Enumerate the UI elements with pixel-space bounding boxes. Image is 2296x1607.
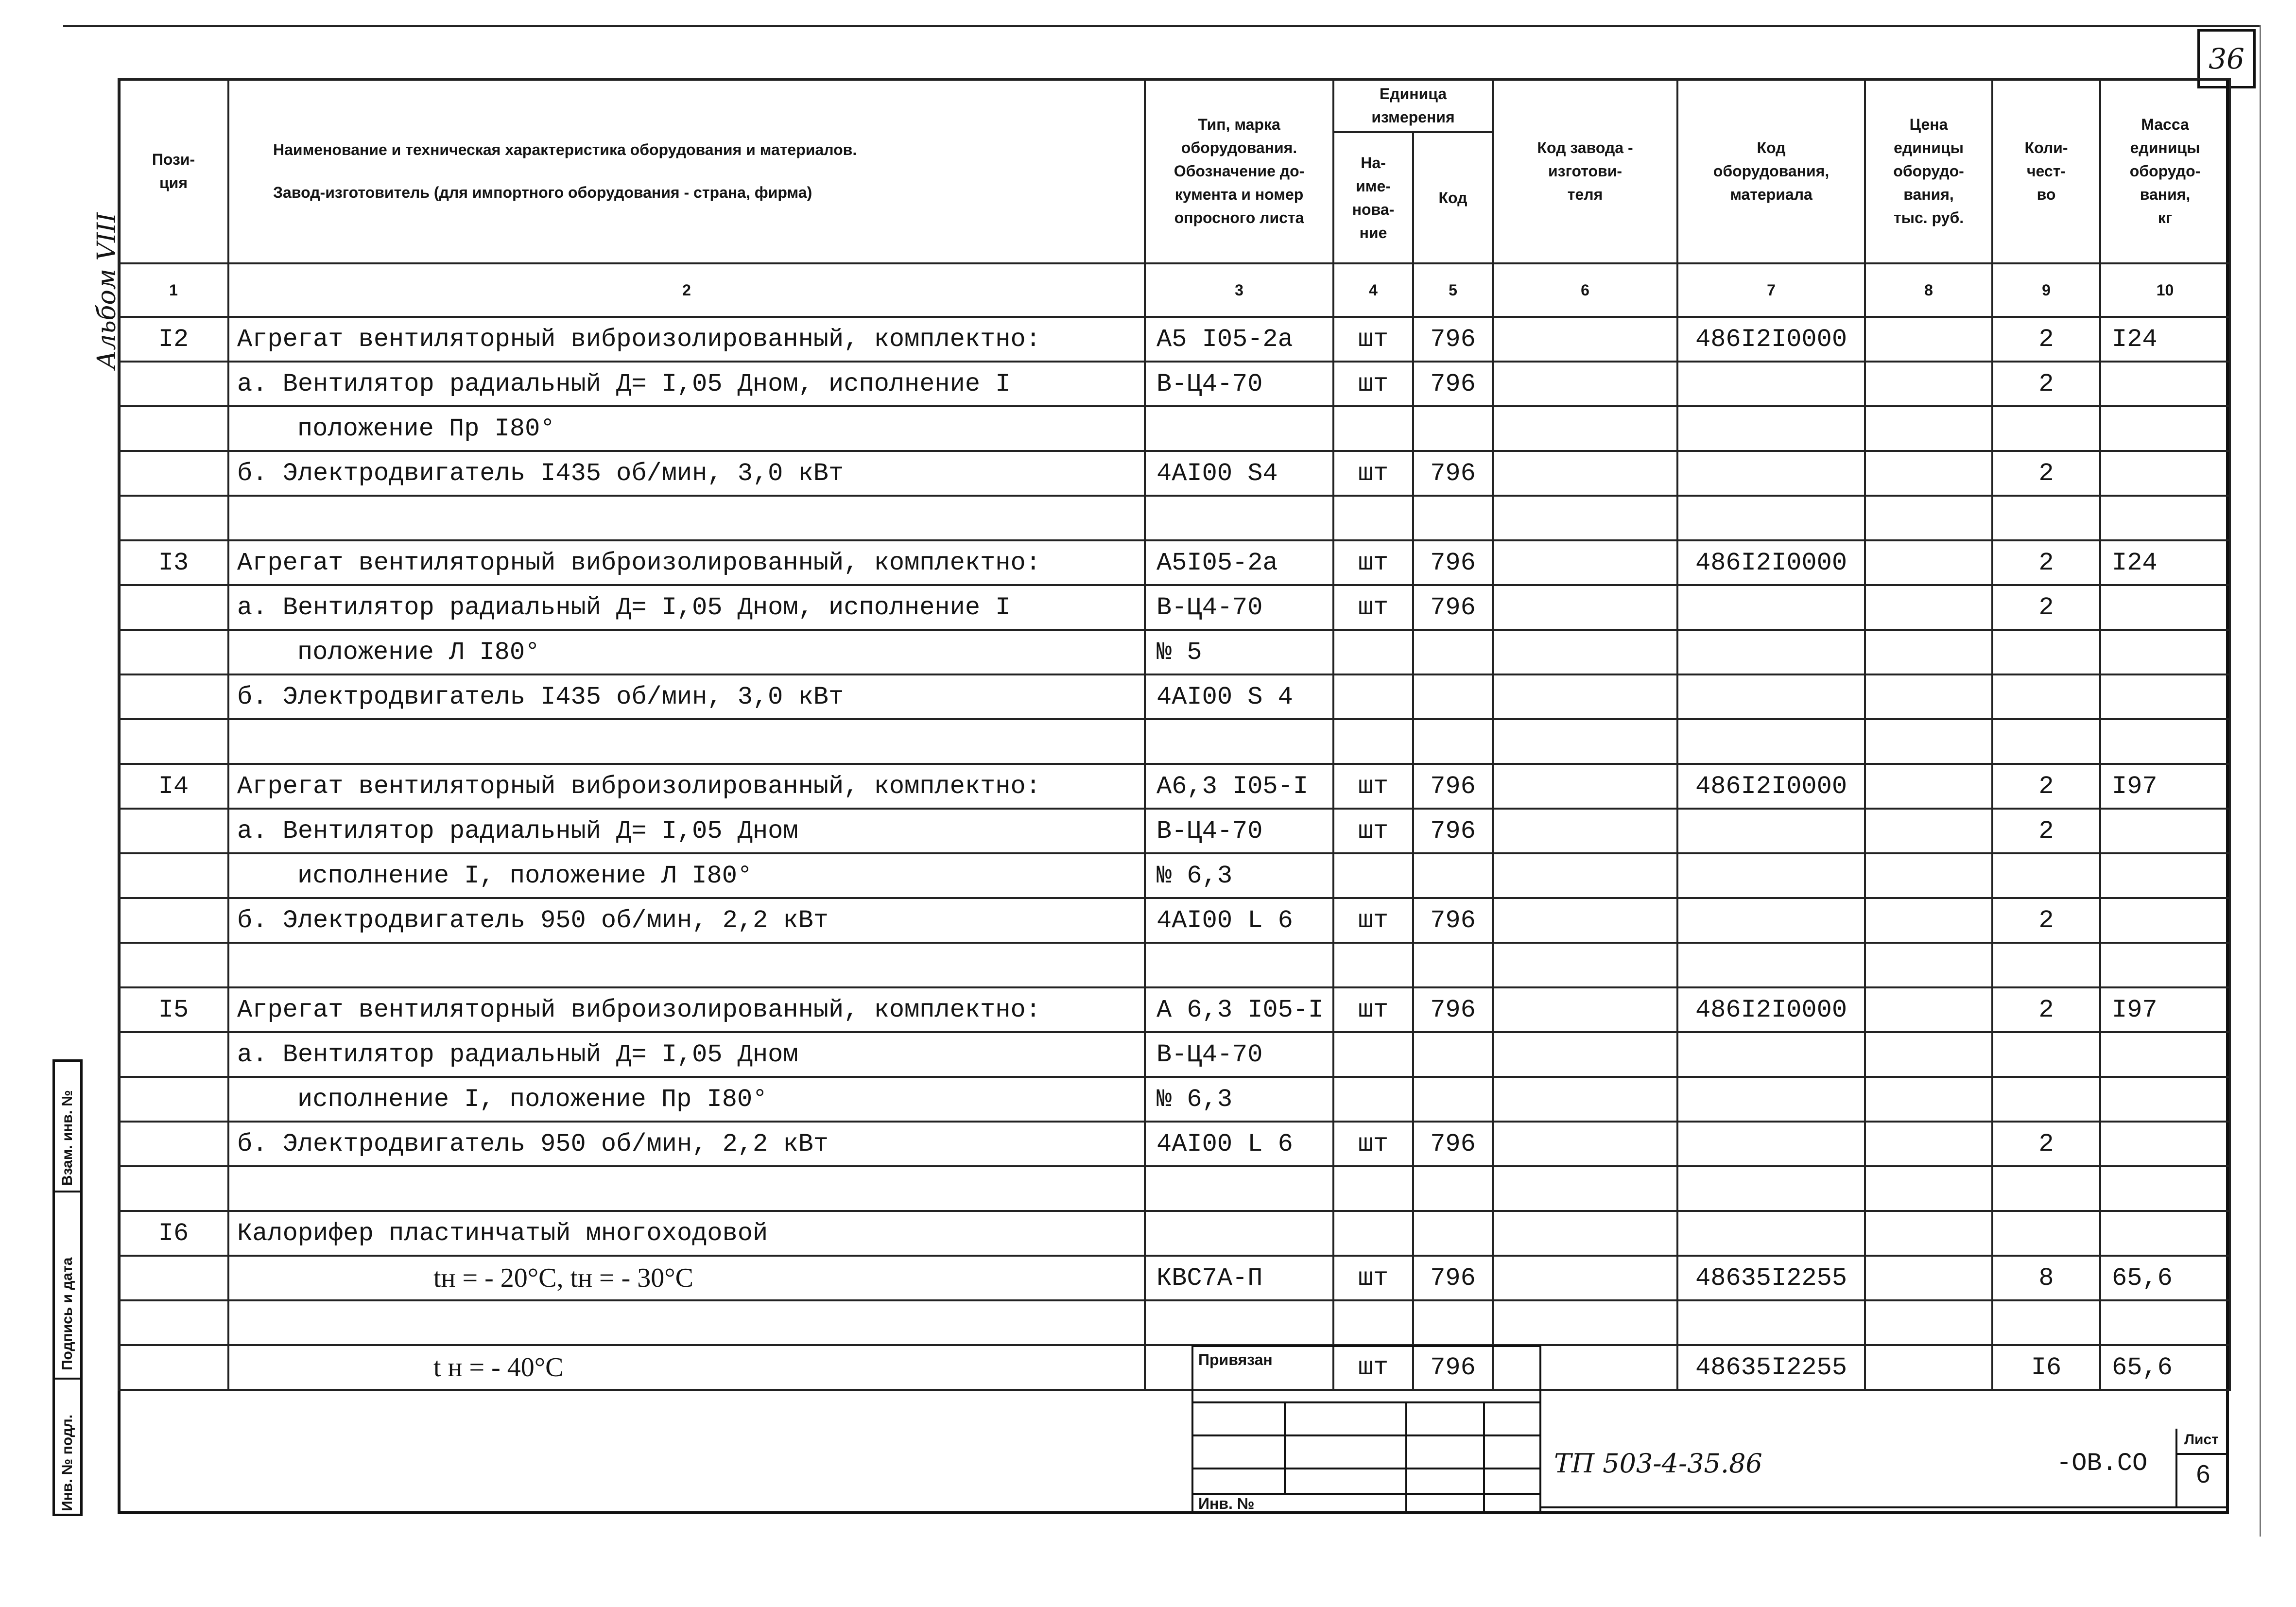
bound-label: Привязан <box>1198 1351 1273 1368</box>
cell-unit-name <box>1333 630 1413 674</box>
doc-code: -ОВ.СО <box>2056 1449 2148 1478</box>
cell-unit-name <box>1333 496 1413 540</box>
cell-type <box>1145 719 1333 764</box>
header-unit-group: Единица измерения <box>1333 79 1493 132</box>
cell-unit-code: 796 <box>1413 987 1493 1032</box>
cell-type: А5 I05-2а <box>1145 317 1333 362</box>
cell-mass: I97 <box>2100 987 2230 1032</box>
cell-factory-code <box>1493 362 1677 406</box>
table-row <box>119 1077 2230 1122</box>
cell-type: В-Ц4-70 <box>1145 362 1333 406</box>
cell-position <box>119 1077 228 1122</box>
cell-unit-name: шт <box>1333 1122 1413 1166</box>
header-position: Пози- ция <box>119 79 228 263</box>
cell-unit-code <box>1413 943 1493 987</box>
cell-equipment-code <box>1677 1077 1865 1122</box>
cell-name: исполнение I, положение Л I80° <box>228 853 1145 898</box>
table-row <box>119 1256 2230 1300</box>
cell-mass <box>2100 630 2230 674</box>
cell-unit-name <box>1333 1077 1413 1122</box>
cell-equipment-code: 486I2I0000 <box>1677 987 1865 1032</box>
cell-quantity <box>1992 1211 2100 1256</box>
cell-factory-code <box>1493 1300 1677 1345</box>
cell-equipment-code: 48635I2255 <box>1677 1345 1865 1390</box>
cell-quantity: 2 <box>1992 362 2100 406</box>
cell-name: б. Электродвигатель I435 об/мин, 3,0 кВт <box>228 674 1145 719</box>
cell-mass <box>2100 1077 2230 1122</box>
cell-price <box>1865 1077 1992 1122</box>
cell-position <box>119 674 228 719</box>
cell-unit-code <box>1413 674 1493 719</box>
cell-type <box>1145 1211 1333 1256</box>
cell-factory-code <box>1493 585 1677 630</box>
header-price: Цена единицы оборудо- вания, тыс. руб. <box>1865 79 1992 263</box>
cell-type: А6,3 I05-I <box>1145 764 1333 809</box>
cell-equipment-code: 486I2I0000 <box>1677 764 1865 809</box>
cell-unit-name: шт <box>1333 451 1413 496</box>
cell-mass <box>2100 1300 2230 1345</box>
cell-price <box>1865 585 1992 630</box>
cell-quantity: 8 <box>1992 1256 2100 1300</box>
cell-unit-code: 796 <box>1413 898 1493 943</box>
header-type: Тип, марка оборудования. Обозначение до- кумента и номер опросного листа <box>1145 79 1333 263</box>
cell-mass <box>2100 1211 2230 1256</box>
sheet-number: 6 <box>2196 1460 2210 1488</box>
cell-factory-code <box>1493 317 1677 362</box>
table-row <box>119 1300 2230 1345</box>
replace-inv-label: Взам. инв. № <box>59 1090 75 1186</box>
cell-unit-code <box>1413 1032 1493 1077</box>
cell-equipment-code <box>1677 898 1865 943</box>
cell-mass <box>2100 853 2230 898</box>
cell-price <box>1865 630 1992 674</box>
cell-unit-name: шт <box>1333 317 1413 362</box>
table-row <box>119 853 2230 898</box>
cell-position: I6 <box>119 1211 228 1256</box>
cell-factory-code <box>1493 1032 1677 1077</box>
cell-unit-code <box>1413 1211 1493 1256</box>
cell-mass <box>2100 406 2230 451</box>
cell-position <box>119 1166 228 1211</box>
cell-position <box>119 451 228 496</box>
cell-price <box>1865 1256 1992 1300</box>
cell-position <box>119 406 228 451</box>
cell-position <box>119 853 228 898</box>
cell-name: Калорифер пластинчатый многоходовой <box>228 1211 1145 1256</box>
sheet-label: Лист <box>2184 1432 2219 1448</box>
cell-factory-code <box>1493 540 1677 585</box>
table-row <box>119 540 2230 585</box>
cell-position <box>119 719 228 764</box>
cell-factory-code <box>1493 496 1677 540</box>
specification-table <box>118 78 2231 1391</box>
cell-equipment-code <box>1677 674 1865 719</box>
cell-unit-name <box>1333 1032 1413 1077</box>
cell-quantity: 2 <box>1992 1122 2100 1166</box>
cell-equipment-code <box>1677 585 1865 630</box>
cell-unit-name <box>1333 406 1413 451</box>
cell-price <box>1865 1166 1992 1211</box>
cell-equipment-code <box>1677 1032 1865 1077</box>
cell-price <box>1865 1300 1992 1345</box>
cell-position: I4 <box>119 764 228 809</box>
cell-position: I2 <box>119 317 228 362</box>
cell-unit-code: 796 <box>1413 362 1493 406</box>
cell-unit-name <box>1333 719 1413 764</box>
cell-equipment-code <box>1677 1211 1865 1256</box>
cell-equipment-code <box>1677 719 1865 764</box>
cell-unit-code: 796 <box>1413 451 1493 496</box>
cell-name <box>228 943 1145 987</box>
cell-factory-code <box>1493 719 1677 764</box>
cell-position: I3 <box>119 540 228 585</box>
cell-position <box>119 1345 228 1390</box>
cell-equipment-code: 486I2I0000 <box>1677 540 1865 585</box>
cell-mass <box>2100 496 2230 540</box>
column-numbers-row: 1 2 3 4 5 6 7 8 9 10 <box>119 263 2230 317</box>
header-equipment-code: Код оборудования, материала <box>1677 79 1865 263</box>
cell-position <box>119 496 228 540</box>
cell-name <box>228 496 1145 540</box>
cell-unit-name: шт <box>1333 1345 1413 1390</box>
cell-type: № 6,3 <box>1145 1077 1333 1122</box>
table-row <box>119 1032 2230 1077</box>
table-row <box>119 809 2230 853</box>
cell-equipment-code <box>1677 496 1865 540</box>
cell-factory-code <box>1493 987 1677 1032</box>
sheet-box <box>2175 1429 2229 1506</box>
cell-name: tн = - 20°С, tн = - 30°С <box>228 1256 1145 1300</box>
cell-mass <box>2100 1122 2230 1166</box>
cell-mass: I24 <box>2100 540 2230 585</box>
cell-quantity: 2 <box>1992 809 2100 853</box>
cell-factory-code <box>1493 1256 1677 1300</box>
table-row <box>119 1166 2230 1211</box>
cell-type: КВС7А-П <box>1145 1256 1333 1300</box>
cell-unit-name <box>1333 1166 1413 1211</box>
cell-equipment-code <box>1677 630 1865 674</box>
cell-mass <box>2100 1166 2230 1211</box>
cell-factory-code <box>1493 630 1677 674</box>
cell-unit-name <box>1333 1300 1413 1345</box>
cell-factory-code <box>1493 1077 1677 1122</box>
page-number: 36 <box>2197 29 2256 88</box>
cell-name: положение Л I80° <box>228 630 1145 674</box>
table-row <box>119 1122 2230 1166</box>
cell-unit-name: шт <box>1333 898 1413 943</box>
cell-factory-code <box>1493 1166 1677 1211</box>
cell-factory-code <box>1493 943 1677 987</box>
cell-mass <box>2100 943 2230 987</box>
cell-type: В-Ц4-70 <box>1145 809 1333 853</box>
cell-name: а. Вентилятор радиальный Д= I,05 Дном, исполнение I <box>228 585 1145 630</box>
cell-unit-name: шт <box>1333 764 1413 809</box>
cell-price <box>1865 496 1992 540</box>
binding-stamp <box>1191 1345 1541 1514</box>
cell-quantity <box>1992 674 2100 719</box>
cell-quantity: 2 <box>1992 451 2100 496</box>
cell-factory-code <box>1493 406 1677 451</box>
cell-unit-code <box>1413 719 1493 764</box>
cell-quantity: 2 <box>1992 317 2100 362</box>
cell-equipment-code <box>1677 406 1865 451</box>
cell-type <box>1145 496 1333 540</box>
cell-type <box>1145 406 1333 451</box>
table-row <box>119 1211 2230 1256</box>
table-row <box>119 362 2230 406</box>
cell-price <box>1865 719 1992 764</box>
cell-position <box>119 1256 228 1300</box>
cell-type: А5I05-2а <box>1145 540 1333 585</box>
table-row <box>119 496 2230 540</box>
cell-name: б. Электродвигатель I435 об/мин, 3,0 кВт <box>228 451 1145 496</box>
cell-equipment-code <box>1677 1166 1865 1211</box>
cell-quantity: 2 <box>1992 540 2100 585</box>
cell-price <box>1865 540 1992 585</box>
cell-unit-name: шт <box>1333 585 1413 630</box>
table-row <box>119 719 2230 764</box>
cell-mass <box>2100 719 2230 764</box>
cell-equipment-code: 486I2I0000 <box>1677 317 1865 362</box>
cell-quantity <box>1992 406 2100 451</box>
cell-name: б. Электродвигатель 950 об/мин, 2,2 кВт <box>228 898 1145 943</box>
cell-quantity <box>1992 853 2100 898</box>
cell-unit-name <box>1333 674 1413 719</box>
cell-equipment-code <box>1677 362 1865 406</box>
cell-name <box>228 1300 1145 1345</box>
cell-mass: 65,6 <box>2100 1256 2230 1300</box>
cell-name: а. Вентилятор радиальный Д= I,05 Дном, исполнение I <box>228 362 1145 406</box>
cell-equipment-code: 48635I2255 <box>1677 1256 1865 1300</box>
cell-type: 4АI00 L 6 <box>1145 898 1333 943</box>
cell-position <box>119 1300 228 1345</box>
cell-unit-code <box>1413 1300 1493 1345</box>
cell-unit-name <box>1333 853 1413 898</box>
cell-name: Агрегат вентиляторный виброизолированный, комплектно: <box>228 987 1145 1032</box>
cell-position <box>119 1122 228 1166</box>
cell-price <box>1865 674 1992 719</box>
cell-mass <box>2100 451 2230 496</box>
cell-equipment-code <box>1677 1300 1865 1345</box>
table-row <box>119 898 2230 943</box>
cell-equipment-code <box>1677 1122 1865 1166</box>
cell-type: № 6,3 <box>1145 853 1333 898</box>
table-row <box>119 630 2230 674</box>
cell-unit-code: 796 <box>1413 809 1493 853</box>
cell-name: t н = - 40°С <box>228 1345 1145 1390</box>
cell-type: А 6,3 I05-I <box>1145 987 1333 1032</box>
cell-price <box>1865 898 1992 943</box>
cell-name: а. Вентилятор радиальный Д= I,05 Дном <box>228 1032 1145 1077</box>
doc-number: ТП 503-4-35.86 <box>1554 1448 1762 1479</box>
cell-quantity: I6 <box>1992 1345 2100 1390</box>
cell-equipment-code <box>1677 809 1865 853</box>
cell-type <box>1145 943 1333 987</box>
cell-factory-code <box>1493 1211 1677 1256</box>
cell-mass <box>2100 898 2230 943</box>
cell-unit-code: 796 <box>1413 1122 1493 1166</box>
cell-unit-code: 796 <box>1413 1256 1493 1300</box>
cell-equipment-code <box>1677 853 1865 898</box>
table-row <box>119 764 2230 809</box>
cell-price <box>1865 809 1992 853</box>
sign-date-label: Подпись и дата <box>59 1257 75 1370</box>
cell-name: положение Пр I80° <box>228 406 1145 451</box>
header-unit-name: На- име- нова- ние <box>1333 132 1413 263</box>
cell-unit-code: 796 <box>1413 1345 1493 1390</box>
cell-type: 4АI00 S 4 <box>1145 674 1333 719</box>
cell-unit-code: 796 <box>1413 585 1493 630</box>
cell-name: б. Электродвигатель 950 об/мин, 2,2 кВт <box>228 1122 1145 1166</box>
cell-unit-code: 796 <box>1413 764 1493 809</box>
cell-type: В-Ц4-70 <box>1145 1032 1333 1077</box>
cell-factory-code <box>1493 1122 1677 1166</box>
cell-equipment-code <box>1677 943 1865 987</box>
cell-mass <box>2100 585 2230 630</box>
cell-unit-code <box>1413 496 1493 540</box>
cell-mass: 65,6 <box>2100 1345 2230 1390</box>
cell-quantity: 2 <box>1992 987 2100 1032</box>
table-row <box>119 1345 2230 1390</box>
cell-unit-name: шт <box>1333 540 1413 585</box>
cell-unit-name: шт <box>1333 362 1413 406</box>
table-row <box>119 585 2230 630</box>
cell-unit-code <box>1413 1166 1493 1211</box>
cell-mass <box>2100 1032 2230 1077</box>
cell-unit-code <box>1413 853 1493 898</box>
cell-mass <box>2100 674 2230 719</box>
table-row <box>119 317 2230 362</box>
cell-unit-code: 796 <box>1413 317 1493 362</box>
cell-price <box>1865 362 1992 406</box>
cell-price <box>1865 406 1992 451</box>
cell-name: а. Вентилятор радиальный Д= I,05 Дном <box>228 809 1145 853</box>
cell-type: № 5 <box>1145 630 1333 674</box>
top-border-line <box>63 25 2260 27</box>
cell-price <box>1865 1122 1992 1166</box>
cell-mass <box>2100 362 2230 406</box>
cell-price <box>1865 451 1992 496</box>
cell-mass <box>2100 809 2230 853</box>
right-border-line <box>2260 25 2261 1537</box>
cell-position <box>119 898 228 943</box>
cell-unit-name <box>1333 1211 1413 1256</box>
cell-price <box>1865 764 1992 809</box>
header-quantity: Коли- чест- во <box>1992 79 2100 263</box>
cell-type <box>1145 1300 1333 1345</box>
header-factory-code: Код завода - изготови- теля <box>1493 79 1677 263</box>
cell-price <box>1865 943 1992 987</box>
cell-quantity: 2 <box>1992 764 2100 809</box>
cell-quantity <box>1992 630 2100 674</box>
cell-price <box>1865 1345 1992 1390</box>
cell-position <box>119 362 228 406</box>
cell-quantity <box>1992 943 2100 987</box>
cell-unit-name: шт <box>1333 1256 1413 1300</box>
cell-unit-code <box>1413 1077 1493 1122</box>
cell-factory-code <box>1493 853 1677 898</box>
cell-factory-code <box>1493 764 1677 809</box>
cell-name <box>228 1166 1145 1211</box>
cell-factory-code <box>1493 898 1677 943</box>
cell-price <box>1865 317 1992 362</box>
cell-price <box>1865 987 1992 1032</box>
cell-quantity: 2 <box>1992 585 2100 630</box>
cell-position <box>119 943 228 987</box>
cell-quantity <box>1992 1077 2100 1122</box>
cell-factory-code <box>1493 809 1677 853</box>
cell-position <box>119 809 228 853</box>
cell-name: Агрегат вентиляторный виброизолированный, комплектно: <box>228 317 1145 362</box>
cell-position <box>119 1032 228 1077</box>
cell-type: В-Ц4-70 <box>1145 585 1333 630</box>
cell-unit-code <box>1413 406 1493 451</box>
cell-quantity <box>1992 1300 2100 1345</box>
cell-quantity <box>1992 1166 2100 1211</box>
header-mass: Масса единицы оборудо- вания, кг <box>2100 79 2230 263</box>
cell-price <box>1865 853 1992 898</box>
cell-type: 4АI00 L 6 <box>1145 1122 1333 1166</box>
table-row <box>119 406 2230 451</box>
cell-price <box>1865 1211 1992 1256</box>
cell-position <box>119 585 228 630</box>
cell-type: 4АI00 S4 <box>1145 451 1333 496</box>
cell-name: Агрегат вентиляторный виброизолированный, комплектно: <box>228 540 1145 585</box>
cell-position <box>119 630 228 674</box>
cell-unit-code <box>1413 630 1493 674</box>
cell-quantity <box>1992 719 2100 764</box>
cell-unit-name: шт <box>1333 987 1413 1032</box>
cell-unit-name <box>1333 943 1413 987</box>
cell-position: I5 <box>119 987 228 1032</box>
cell-factory-code <box>1493 674 1677 719</box>
cell-quantity <box>1992 496 2100 540</box>
cell-name <box>228 719 1145 764</box>
header-name: Наименование и техническая характеристика оборудования и материалов. Завод-изготовитель (для импортного оборудования - страна, фирма) <box>228 79 1145 263</box>
cell-factory-code <box>1493 451 1677 496</box>
table-row <box>119 674 2230 719</box>
cell-type <box>1145 1166 1333 1211</box>
cell-mass: I24 <box>2100 317 2230 362</box>
cell-name: Агрегат вентиляторный виброизолированный, комплектно: <box>228 764 1145 809</box>
table-row <box>119 451 2230 496</box>
cell-name: исполнение I, положение Пр I80° <box>228 1077 1145 1122</box>
table-row <box>119 943 2230 987</box>
cell-equipment-code <box>1677 451 1865 496</box>
cell-unit-name: шт <box>1333 809 1413 853</box>
table-row <box>119 987 2230 1032</box>
inv-label: Инв. № <box>1198 1495 1255 1512</box>
cell-unit-code: 796 <box>1413 540 1493 585</box>
cell-price <box>1865 1032 1992 1077</box>
cell-quantity <box>1992 1032 2100 1077</box>
album-label: Альбом VIII <box>92 212 121 369</box>
header-unit-code: Код <box>1413 132 1493 263</box>
inv-original-label: Инв. № подл. <box>59 1414 75 1511</box>
cell-mass: I97 <box>2100 764 2230 809</box>
cell-quantity: 2 <box>1992 898 2100 943</box>
